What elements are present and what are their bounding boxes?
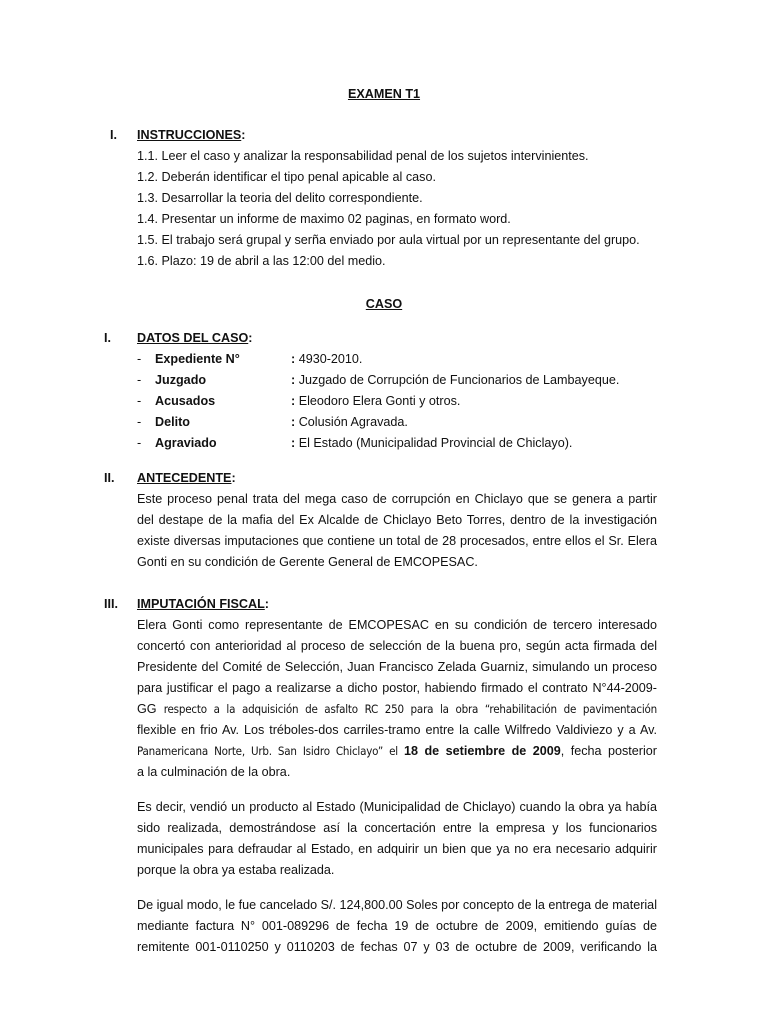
paragraph-line: a la culminación de la obra. bbox=[137, 765, 291, 779]
paragraph-line: flexible en frio Av. Los tréboles-dos carriles-tramo entre la calle Wilfredo Valdiviezo y a Av. bbox=[137, 723, 657, 737]
section-heading-antecedente: ANTECEDENTE: bbox=[137, 471, 236, 485]
paragraph-line: Este proceso penal trata del mega caso de corrupción en Chiclayo que se genera a partir bbox=[137, 492, 657, 506]
data-value: : Colusión Agravada. bbox=[291, 415, 408, 429]
instruction-item: 1.2. Deberán identificar el tipo penal apicable al caso. bbox=[137, 170, 436, 184]
data-key: Delito bbox=[155, 415, 190, 429]
paragraph-line: mediante factura N° 001-089296 de fecha 19 de octubre de 2009, emitiendo guías de bbox=[137, 919, 657, 933]
antecedente-paragraph bbox=[137, 489, 657, 573]
imputacion-paragraph-1 bbox=[137, 615, 657, 783]
imputacion-paragraph-3 bbox=[137, 895, 657, 958]
paragraph-line: Elera Gonti como representante de EMCOPESAC en su condición de tercero interesado bbox=[137, 618, 657, 632]
paragraph-line: para justificar el pago a realizarse a dicho postor, habiendo firmado el contrato N°44-2009- bbox=[137, 681, 657, 695]
section-number: II. bbox=[104, 471, 115, 485]
data-key: Acusados bbox=[155, 394, 216, 408]
data-key: Expediente N° bbox=[155, 352, 240, 366]
paragraph-line: porque la obra ya estaba realizada. bbox=[137, 863, 335, 877]
imputacion-paragraph-2 bbox=[137, 797, 657, 881]
section-heading-imputacion: IMPUTACIÓN FISCAL: bbox=[137, 597, 269, 611]
instruction-item: 1.4. Presentar un informe de maximo 02 paginas, en formato word. bbox=[137, 212, 511, 226]
instruction-item: 1.5. El trabajo será grupal y serña enviado por aula virtual por un representante del grupo. bbox=[137, 233, 640, 247]
paragraph-line: GG respecto a la adquisición de asfalto RC 250 para la obra “rehabilitación de pavimentación bbox=[137, 702, 657, 716]
list-dash: - bbox=[137, 352, 142, 366]
list-dash: - bbox=[137, 394, 142, 408]
paragraph-line: existe diversas imputaciones que contiene un total de 28 procesados, entre ellos el Sr. Elera bbox=[137, 534, 657, 548]
paragraph-line: municipales para defraudar al Estado, en adquirir un bien que ya no era necesario adquirir bbox=[137, 842, 657, 856]
data-value: : El Estado (Municipalidad Provincial de Chiclayo). bbox=[291, 436, 573, 450]
paragraph-line: Gonti en su condición de Gerente General de EMCOPESAC. bbox=[137, 555, 478, 569]
data-value: : Eleodoro Elera Gonti y otros. bbox=[291, 394, 461, 408]
paragraph-line: Panamericana Norte, Urb. San Isidro Chiclayo” el 18 de setiembre de 2009, fecha posterior bbox=[137, 744, 657, 758]
list-dash: - bbox=[137, 415, 142, 429]
section-number: I. bbox=[104, 331, 111, 345]
data-key: Juzgado bbox=[155, 373, 207, 387]
instruction-item: 1.1. Leer el caso y analizar la responsabilidad penal de los sujetos intervinientes. bbox=[137, 149, 589, 163]
list-dash: - bbox=[137, 373, 142, 387]
data-key: Agraviado bbox=[155, 436, 217, 450]
data-value: : Juzgado de Corrupción de Funcionarios de Lambayeque. bbox=[291, 373, 620, 387]
paragraph-line: Presidente del Comité de Selección, Juan Francisco Zelada Guarniz, simulando un proceso bbox=[137, 660, 657, 674]
instruction-item: 1.6. Plazo: 19 de abril a las 12:00 del medio. bbox=[137, 254, 386, 268]
section-number: III. bbox=[104, 597, 118, 611]
section-heading-datos: DATOS DEL CASO: bbox=[137, 331, 253, 345]
caso-title: CASO bbox=[365, 297, 403, 311]
section-number: I. bbox=[110, 128, 117, 142]
paragraph-line: del destape de la mafia del Ex Alcalde de Chiclayo Beto Torres, dentro de la investigación bbox=[137, 513, 657, 527]
paragraph-line: Es decir, vendió un producto al Estado (Municipalidad de Chiclayo) cuando la obra ya había bbox=[137, 800, 657, 814]
list-dash: - bbox=[137, 436, 142, 450]
paragraph-line: remitente 001-0110250 y 0110203 de fechas 07 y 03 de octubre de 2009, verificando la bbox=[137, 940, 657, 954]
section-heading-instrucciones: INSTRUCCIONES: bbox=[137, 128, 246, 142]
paragraph-line: De igual modo, le fue cancelado S/. 124,800.00 Soles por concepto de la entrega de material bbox=[137, 898, 657, 912]
instruction-item: 1.3. Desarrollar la teoria del delito correspondiente. bbox=[137, 191, 423, 205]
data-value: : 4930-2010. bbox=[291, 352, 363, 366]
exam-title: EXAMEN T1 bbox=[347, 87, 421, 101]
paragraph-line: sido realizada, demostrándose así la concertación entre la empresa y los funcionarios bbox=[137, 821, 657, 835]
paragraph-line: concertó con anterioridad al proceso de selección de la buena pro, según acta firmada del bbox=[137, 639, 657, 653]
